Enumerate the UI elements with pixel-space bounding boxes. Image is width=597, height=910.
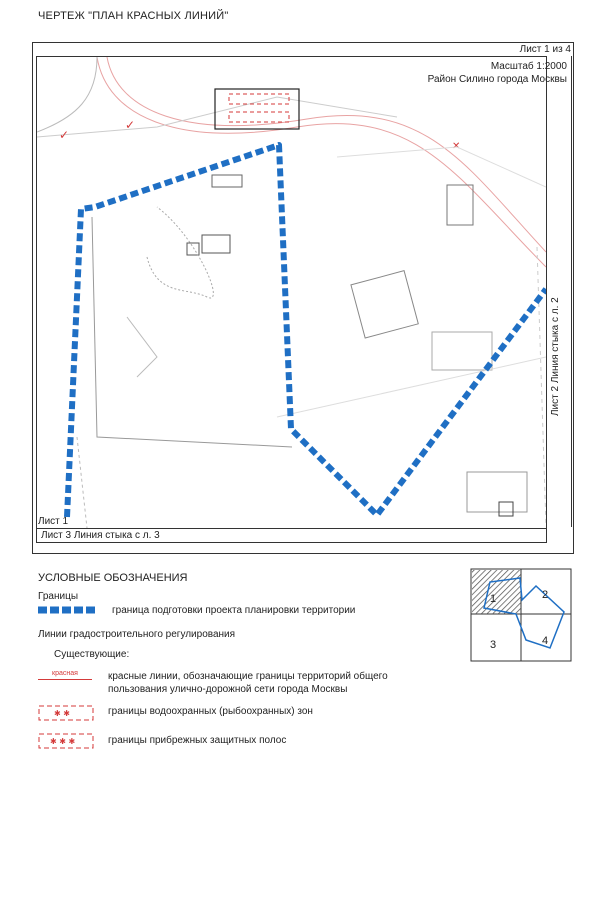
legend-regulation-heading: Линии градостроительного регулирования [38, 629, 236, 640]
legend-existing-heading: Существующие: [54, 649, 130, 660]
red-mark: ✕ [452, 141, 461, 152]
project-boundary [67, 145, 546, 517]
sheet-key-map [470, 568, 572, 662]
red-line-road [97, 57, 546, 267]
district-label: Район Силино города Москвы [427, 74, 567, 85]
road-edge [37, 57, 97, 132]
parcel-line [337, 147, 546, 187]
legend-water-zone-swatch [38, 705, 94, 721]
legend-red-line-swatch [38, 670, 92, 680]
building [187, 243, 199, 255]
red-line-road-2 [107, 57, 546, 252]
junction-strip-right [546, 56, 572, 527]
building [467, 472, 527, 512]
key-cell-2: 2 [542, 589, 549, 601]
legend-boundary-swatch [38, 605, 98, 615]
building [447, 185, 473, 225]
legend-title: УСЛОВНЫЕ ОБОЗНАЧЕНИЯ [38, 572, 188, 584]
building [499, 502, 513, 516]
junction-row-bottom [36, 528, 547, 543]
water-zone-marker [229, 94, 289, 104]
key-cell-4: 4 [542, 635, 549, 647]
sheet-number: Лист 1 из 4 [519, 44, 571, 55]
legend-shore-strip-item: границы прибрежных защитных полос [108, 735, 287, 746]
map-area [36, 56, 547, 529]
legend-boundary-item: граница подготовки проекта планировки территории [112, 605, 356, 616]
junction-label-bottom: Лист 3 Линия стыка с л. 3 [41, 530, 160, 541]
building [212, 175, 242, 187]
sheet-label-bottom: Лист 1 [38, 516, 69, 527]
parcel-line [92, 217, 292, 447]
red-line-swatch-text: красная [52, 670, 78, 677]
key-cell-3: 3 [490, 639, 497, 651]
junction-label-right: Лист 2 Линия стыка с л. 2 [550, 297, 561, 416]
drawing-title: ЧЕРТЕЖ "ПЛАН КРАСНЫХ ЛИНИЙ" [38, 10, 229, 22]
red-mark: ✓ [59, 128, 70, 142]
building [432, 332, 492, 370]
key-cell-1: 1 [490, 593, 497, 605]
scale-label: Масштаб 1:2000 [490, 61, 567, 72]
road-line [37, 97, 397, 137]
legend-boundaries-heading: Границы [38, 591, 78, 602]
map-drawing [37, 57, 546, 528]
svg-text:✱ ✱ ✱: ✱ ✱ ✱ [50, 737, 76, 746]
svg-text:✱ ✱: ✱ ✱ [54, 709, 70, 718]
legend-red-lines-item: красные линии, обозначающие границы территорий общего пользования улично-дорожной сети города Москвы [108, 671, 388, 695]
parcel-line [127, 317, 157, 377]
red-mark: ✓ [125, 118, 136, 132]
shore-strip-marker [229, 112, 289, 122]
parcel-line [277, 357, 546, 417]
building [202, 235, 230, 253]
legend-water-zone-item: границы водоохранных (рыбоохранных) зон [108, 706, 313, 717]
parcel-line [147, 207, 213, 298]
legend-shore-strip-swatch [38, 733, 94, 749]
parcel-line [77, 437, 87, 528]
building [351, 271, 418, 338]
